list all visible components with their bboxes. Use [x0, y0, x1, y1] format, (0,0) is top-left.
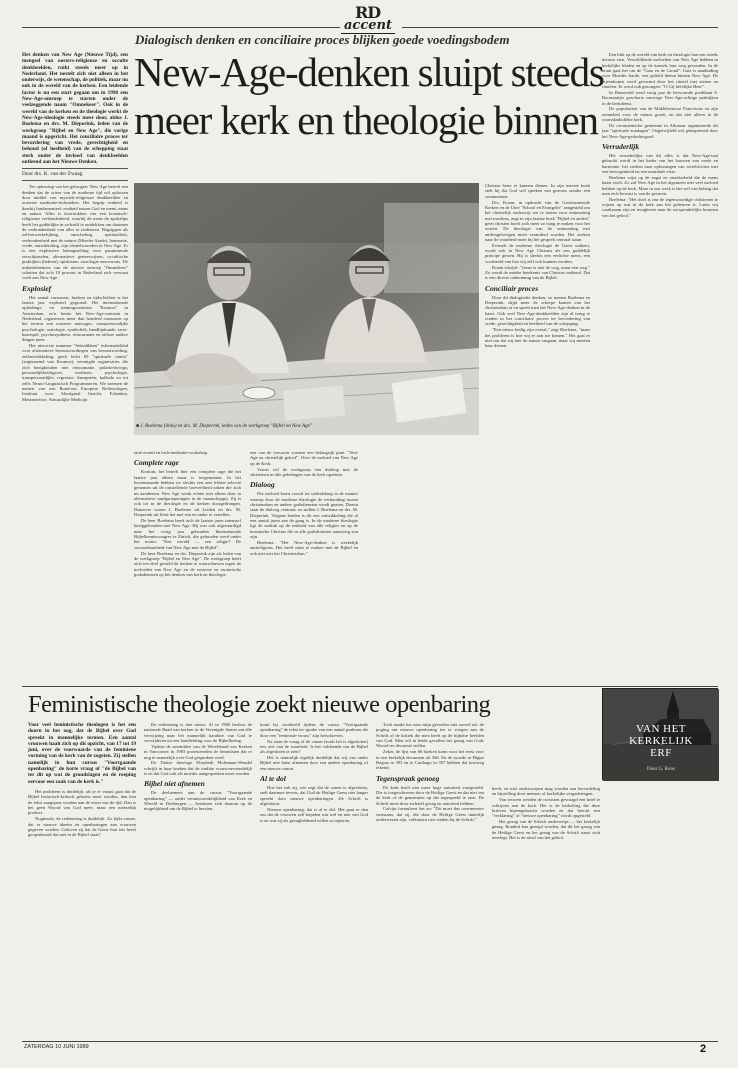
logo-accent: accent: [341, 18, 395, 34]
article-paragraph: Het verraderlijke van dit alles is dat New-Age-taal gebruikt wordt in het kader van het bouwen van vrede en harmonie, het zoeken naar oplossingen van wereldcrises met een bewogenheid en een mondiale visie.: [602, 153, 718, 175]
article-paragraph: De redenering is niet nieuw. Al in 1980 besloot de nationale Raad van kerken in de Verenigde Staten om alle verwijzing naar het mannelijk karakter van God te verwijderen uit een handleiding voor de Bijbellezing.: [144, 722, 252, 744]
article-paragraph: Door dit dialogische denken, zo menen Boelema en Dieperink, slijpt meer de scherpe kanten van het christendom af en speelt men het New-Age-denken in de kaart. Ook veel New-Age-denkbeelden zijn al terug te vinden in het conciliaire proces ter bevordering van vrede, gerechtigheid en heelheid van de schepping.: [485, 294, 590, 327]
article-paragraph: Nieuwe openbaring, dat is al te dol. Het gaat er dan om dat de vrouwen zelf bepalen wat wel en niet van God is en wat zij als gezaghebbend willen accepteren.: [260, 806, 368, 823]
article-paragraph: Kraan schrijft: "Jezus is niet de weg, maar een weg." Zo wordt de unieke betekenis van Christus ontkend. Dat is een directe ontkenning van de Bijbel.: [485, 264, 590, 281]
article1-col5: [602, 52, 718, 682]
subhead-al-te-dol: Al te dol: [260, 774, 286, 784]
article1-col2: [134, 450, 241, 680]
article-paragraph: Drs. Kraan, in opdracht van de Gereformeerde Kerken en de Unie "School en Evangelie" aangesteld om het christelijk onderwijs toe te rusten voor ontmoeting met moslims, zegt in zijn laatste boek "Bijbel en anders" geen christen hoeft zich meer zo bang te maken voor het oosten. De theologie van de ontmoeting met andersgelovigen moet veranderd worden. Het zoeken naar de waarheid moet bij het gesprek centraal staan.: [485, 199, 590, 242]
article-paragraph: Calvijn formuleert het zo: "Dit moet dus overmeester vaststaan, dat zij, die door de Heilige Geest innerlijk onderwezen zijn, volkomen rust vinden bij de Schrift.": [376, 806, 484, 823]
caption-bullet-icon: ■: [136, 424, 141, 429]
article2-intro: Voor veel feministische theologen is het een doorn in het oog, dat de Bijbel over God spreekt in mannelijke termen. Een aantal vrouwen haalt zich op dit opzicht, van 17 tot 19 juni, over de voorwaarde van de feminiene vorming van de kerk van de zogeten. Zij stellen namelijk in hun cursus "Voortgaande openbaring" de korte vraag of "de Bijbel van ter dit op wat de grondslagen en de roeping eervoor een zaak van de kerk is.": [28, 722, 136, 785]
article-paragraph: Een blik op de wereld van kerk en theologie laat een steeds nieuwe zien. Verschillende invloeden van New Age hebben in kerkelijke bladen en op de kansels hun weg gevonden. In de krant gaat het om de "Gaia en de Grond". Gaia is aanduiding voor Moeder Aarde, een geliefd thema binnen New Age. De bijeenkomst werd gevormd door het ritueel met stenen en rituelen. Er werd ook gezongen: "O Gij liefelijke Heer".: [602, 52, 718, 90]
article-paragraph: De heer Boelema heeft zich de laatste jaren intensief beziggehouden met New Age. Hij was ook afgevaardigd naar het vorig jaar gehouden Internationale Bijbelkenniscongres te Zürich, die gehouden werd onder het motto: "Een wereld — een religie? De verzoenbaarheid van New Age met de Bijbel".: [134, 517, 241, 550]
article-paragraph: Het gezag van de Schrift onderwerpt — het kerkelijk gezag. Ronduit kan gezegd worden, dat dit het gezag van de Heilige Geest en het gezag van de Schrift naast zich neerlegt. Het is de afval van het geloof.: [492, 819, 600, 841]
article-separator: [22, 686, 718, 687]
subhead-conciliair: Conciliair proces: [485, 283, 539, 293]
footer-page-number: 2: [700, 1043, 707, 1055]
article-paragraph: Hoe het ook zij, wie zegt dat de canon is afgesloten, stelt daarmee tevens, dat God de Heilige Geest niet langer spreekt door nieuwe openbaringen. De Schrift is afgesloten.: [260, 785, 368, 807]
article-paragraph: komt bij voorbeeld tijdens de cursus "Voortgaande openbaring" de tekst ter sprake van een aantal psalmen die door een "feministe-vrouw" zijn herschreven.: [260, 722, 368, 738]
article-paragraph: Die invloed komt vooral tot uitdrukking in de manier waarop door de moderne theologie de verhouding tussen christendom en andere godsdiensten wordt gezien. Daarin staat de dialoog centraal, zo stellen J. Boelema en drs. M. Dieperink. Volgens beiden is dit een ontwikkeling die al een aantal jaren aan de gang is. In de moderne theologie ligt de nadruk op de eenheid van alle religies en op de kosmische Christus die in alle godsdiensten aanwezig zou zijn.: [250, 491, 358, 539]
logo-rd: RD: [355, 3, 381, 22]
article-paragraph: Van tevoren werden de cursisten gevraagd een brief te schrijven aan de kerk. Het is de bedoeling dat deze brieven bijeengebracht worden en dat hieruit een "verklaring" of "nieuwe openbaring" wordt opgesteld.: [492, 797, 600, 819]
subhead-complete-rage: Complete rage: [134, 458, 179, 468]
article-paragraph: Het nieuwste nummer "Seitedikken" informatieblad voor alternatieve bewustwordingen van bewustwording, zelfontwikkeling, geeft liefst 69 "spirituele centra" (zogenaamd van Kosmos), verenigde organisaties die zich bezighouden met reïncarnatie, polariteitsvoga, persoonlijkheidsgroei, esotherie, psychologie, transpersoonlijke, regressie, therapieën, kabbala en tot zelfs Neuro-Linguïstisch Programmeren. We noemen de namen van een Rond-om Europese Reflexologen, Instituut voor Aboriginal Inzicht, Eckankar, Metamorfose, Natuurlijke Medicijn.: [22, 343, 128, 402]
article-paragraph: Het is natuurlijk tegelijk duidelijk dat wij ons onder Bijbel niet laten afnemen door een andere openbaring of een nieuwe canon.: [260, 755, 368, 771]
kerkelijk-erf-box: [602, 688, 718, 780]
article-paragraph: Zeker, de lijst van 66 boeken komt voor het eerst voor in een kerkelijk document uit 366. En de synode in Hippo Regius in 393 en te Carthago in 397 hebben dat kortweg erkend.: [376, 749, 484, 771]
photo-caption: [136, 424, 476, 429]
article1-col3: [250, 450, 358, 680]
article-paragraph: In Barneveld werd vorig jaar de hervormde predikant S. Boonzaaijer geschorst vanwege New-Age-achtige praktijken in de kerkdienst.: [602, 89, 718, 106]
photo-two-men-icon: [134, 183, 479, 435]
article-paragraph: Kortom, het betreft hier een complete rage die het laatste jaar alleen maar is toegenomen. In het bovenstaande hebben we slechts een zeer kleine selectie genomen uit de ontstellende hoeveelheid zaken die zich nu aandienen. New Age werkt echter niet alleen door in alternatieve randgroeperingen in de maatschappij. Zij is ook tot in de theologie en de kerken doorgedrongen. Daarover waren J. Boelema uit Leiden en drs. M. Dieperink uit Zeist het met een en ander te vertellen.: [134, 469, 241, 518]
article1-headline-line1: New-Age-denken sluipt steeds: [134, 49, 604, 95]
subhead-explosief: Explosief: [22, 283, 52, 293]
masthead-logo: [341, 3, 401, 33]
article-paragraph: Boelema wijst op de angst en onzekerheid die de mens haast voelt. Zo zal New Age in het algemeen niet veel invloed hebben op de kerk. Maar in ons werk is het wel van belang dat men zich bewust is van de gevaren.: [602, 174, 718, 196]
article-paragraph: De heer Boelema en drs. Dieperink zijn als leden van de werkgroep "Bijbel en New Age". De werkgroep heeft zich ten doel gesteld de kerken te waarschuwen tegen de invloeden van New Age en de oosterse en esoterische godsdiensten op het denken van kerk en theologie.: [134, 550, 241, 577]
article-paragraph: Boelema: "Het doel is om de tegenwoordige christenen te wijzen op wat in de kerk aan het gebeuren is. Laten wij waakzaam zijn en terugkeren naar de oorspronkelijke bronnen van het geloof.": [602, 196, 718, 218]
article-paragraph: Tijdens de assemblee van de Wereldraad van Kerken in Vancouver in 1983 protesteerden de feministen dat er nog te mannelijk over God gesproken werd.: [144, 743, 252, 760]
footer-issue: ZATERDAG 10 JUNI 1989: [24, 1044, 89, 1050]
article2-col5: [492, 786, 600, 1037]
subhead-verraderlijk: Verraderlijk: [602, 142, 640, 151]
article2-col1: [28, 722, 136, 1037]
subhead-tegenspraak: Tegenspraak genoeg: [376, 773, 440, 783]
subhead-bijbel-niet-afnemen: Bijbel niet afnemen: [144, 779, 205, 789]
photo-caption-text: J. Boelema (links) en drs. M. Dieperink, leden van de werkgroep "Bijbel en New Age": [140, 424, 312, 429]
article-paragraph: tatie-avond en lach-meditatie-workshop.: [134, 450, 209, 455]
article1-kicker: Dialogisch denken en conciliaire proces blijken goede voedingsbodem: [135, 32, 510, 47]
article-paragraph: De kerk heeft niet meer hoge autoriteit vastgesteld. Die is toegeschreven door de Heilige Geest en dat niet om de kerk of de gemeenten op dat ingespeeld te zien. De Schrift moet door zichzelf gezag en autoriteit hebben.: [376, 784, 484, 806]
article-paragraph: Het aantal cursussen, boeken en tijdschriften is het laatste jaar explosief gegroeid. Het internationale opleidings- en trainingscentrum "Kosmos" in Amsterdam, zo'n bestie het New-Age-centrum in Nederland, organiseert meer dan honderd cursussen op het terrein van oosterse massages, transpersoonlijke psychologie, astrologie, symboliek, handlijnkunde, tarot-kaartspel, psychosynthese, reïncarnatie en talloze andere dingen meer.: [22, 294, 128, 343]
article-paragraph: Nogmaals, de redenering is duidelijk. Zo kijkt ernaar, dat er nieuwe ideeën en openbaringen aan vrouwen gegeven worden. Geloven zij dat de Geest hun iets heeft geopenbaard dat niet in de Bijbel staat?: [28, 816, 136, 838]
subhead-dialoog: Dialoog: [250, 480, 275, 490]
box-title-line3: ERF: [650, 747, 672, 759]
article2-col4: [376, 722, 484, 1037]
article1-byline: Door drs. K. van der Zwaag: [22, 168, 128, 181]
footer-rule: [22, 1041, 718, 1042]
article1-photo: [134, 183, 479, 435]
article-paragraph: Het probleem is duidelijk: als je er vanuit gaat dat de Bijbel historisch-kritisch gelezen moet worden, dan kan de tekst aangepast worden aan de eisen van de tijd. Dan is het geen Woord van God meer, maar een menselijk product.: [28, 788, 136, 816]
box-title-line1: VAN HET: [635, 723, 687, 735]
article-paragraph: De deelnemers aan de cursus "Voortgaande openbaring" — onder verantwoordelijkheid van Kerk en Wereld in Driebergen — bezinnen zich daarom op de mogelijkheid om de Bijbel te herzien.: [144, 790, 252, 812]
article2-col3: [260, 722, 368, 1037]
article1-intro: Het denken van New Age (Nieuwe Tijd), een mengsel van oosters-religieuze en occulte denkbeelden, ruikt steeds meer op in Nederland. Het nestelt zich niet alleen in het onderwijs, de wetenschap, de politiek, maar nu ook in de wereld van de kerken. Een leidende factor is nu een start gegaan om in 1990 een New-Age-omroep te starten onder de veelzeggende naam "Omnekeer". Ook in de wereld van de kerken en de theologie werkt de New-Age-ideologie steeds meer door, aldus J. Boelema en drs. M. Dieperink, leden van de werkgroep "Bijbel en New Age", die vorige maand is opgericht. Het conciliaire proces ter bevordering van vrede, gerechtigheid en behoud (of heelheid) van de schepping staat sterk onder de invloed van denkbeelden ontleend aan het Nieuwe Denken.: [22, 52, 128, 166]
article-paragraph: Ter oplossing van het gebrogen: New Age betreft een denken dat de crises van de moderne tijd wil oplossen door middel van mystiek-religieuze denkbeelden en oosterse meditatie-technieken. Het begrip eenheid is daarbij fundamenteel: eenheid tussen God en mens, mens en natuur. Alles is doortrokken van een kosmisch-religieuze verbondenheid, waarbij de mens de apokalips heeft het goddelijke in zichzelf te ontdekken om daarmee de verbondenheid van alles te realiseren. Begrippen als zelfverwerkelijking, omscholing, spiritualiteit, verbondenheid met de natuur (Moeder Aarde), harmonie, vrede, ontwikkeling, zijn sleutelwoorden in New Age. Er is een explosieve belangstelling voor paranormale verschijnselen, alternatieve geneeswijzen, occultische praktijken (heksen), spiritisme, astrologie enzovoorts. De initiatiefnemers van de nieuwe omroep "Ommekeer" schatten dat zo'n 10 procent in Nederland zich verwant voelt aan New Age.: [22, 184, 128, 281]
box-title-line2: KERKELIJK: [629, 735, 693, 747]
article-paragraph: "Een nieuw heilig zijn overal," zegt Boelema, "maar het probleem is hoe wij er aan toe komen." Het gaat er niet om dat wij met de natuur omgaan, maar wij moeten haar dienen.: [485, 327, 590, 349]
article-paragraph: Evenals de moderne theologie de Geest ontkent, wordt ook in New Age Christus als een goddelijk principe gezien. Hij is slechts een verlichte mens, een voorbeeld van hoe wij zelf ook kunnen worden.: [485, 242, 590, 264]
article-paragraph: heeft, en niet onderworpen mag worden aan beoordeling en bijstelling door mensen of kerkelijke vergaderingen.: [492, 786, 600, 797]
article-paragraph: Na staat de vraag of de canon (zoals het is afgesloten) iets ziet van de waarheid. Is het voldoende om de Bijbel als afgesloten te zien?: [260, 738, 368, 755]
top-rule-right: [402, 27, 718, 28]
article-paragraph: Boelema: "Het New-Age-denken is werkelijk antireligieus. Het heeft niets te maken met de Bijbel en ook niet met het Christendom.": [250, 539, 358, 556]
article-paragraph: De populariteit van de Middeleeuwse Franciscus en zijn zonnelied voor de natuur groeit, en dat niet alleen in de roomskatholieke kerk.: [602, 106, 718, 123]
article-paragraph: Voorts wil de werkgroep een dialoog met de christenen in alle geledingen van de kerk opzetten.: [250, 466, 358, 477]
box-byline: Door G. Roos: [647, 767, 675, 772]
article1-col4: [485, 183, 590, 683]
top-rule-left: [22, 27, 340, 28]
article-paragraph: De oecumenische gemeente in Alkmaar organiseerde dit jaar "spirituele zondagen". Ongetwijfeld wel geïnspireerd door het New-Age-gedachtegoed.: [602, 122, 718, 139]
article2-col2: [144, 722, 252, 1037]
article-paragraph: een van de vrouwen vormen een belangrijk punt. "New Age en christelijk geloof". Over de invloed van New Age op de Kerk.: [250, 450, 358, 466]
article-paragraph: De Duitse theologe Elisabeth Moltmann-Wendel schrijft in haar boeken dat de traditie vrouwonvriendelijk is en dat God ook als moeder aangesproken moet worden.: [144, 760, 252, 777]
article2-headline: Feministische theologie zoekt nieuwe openbaring: [28, 691, 491, 718]
article-paragraph: Toch maakt het naar mijn gevoelen niet zoveel uit: de poging om nieuwe openbaring toe te voegen aan de Schrift of de kritiek die men heeft op de bijbelse beelden van God. Men wil in beide gevallen het gezag van Gods Woord ter discussie stellen.: [376, 722, 484, 749]
article-paragraph: Christus heter te kunnen dienen. In zijn meeste boek stelt hij dat God wel spreken van goeroes zonder een commentaar.: [485, 183, 590, 199]
article1-headline-line2: meer kerk en theologie binnen: [134, 97, 598, 143]
